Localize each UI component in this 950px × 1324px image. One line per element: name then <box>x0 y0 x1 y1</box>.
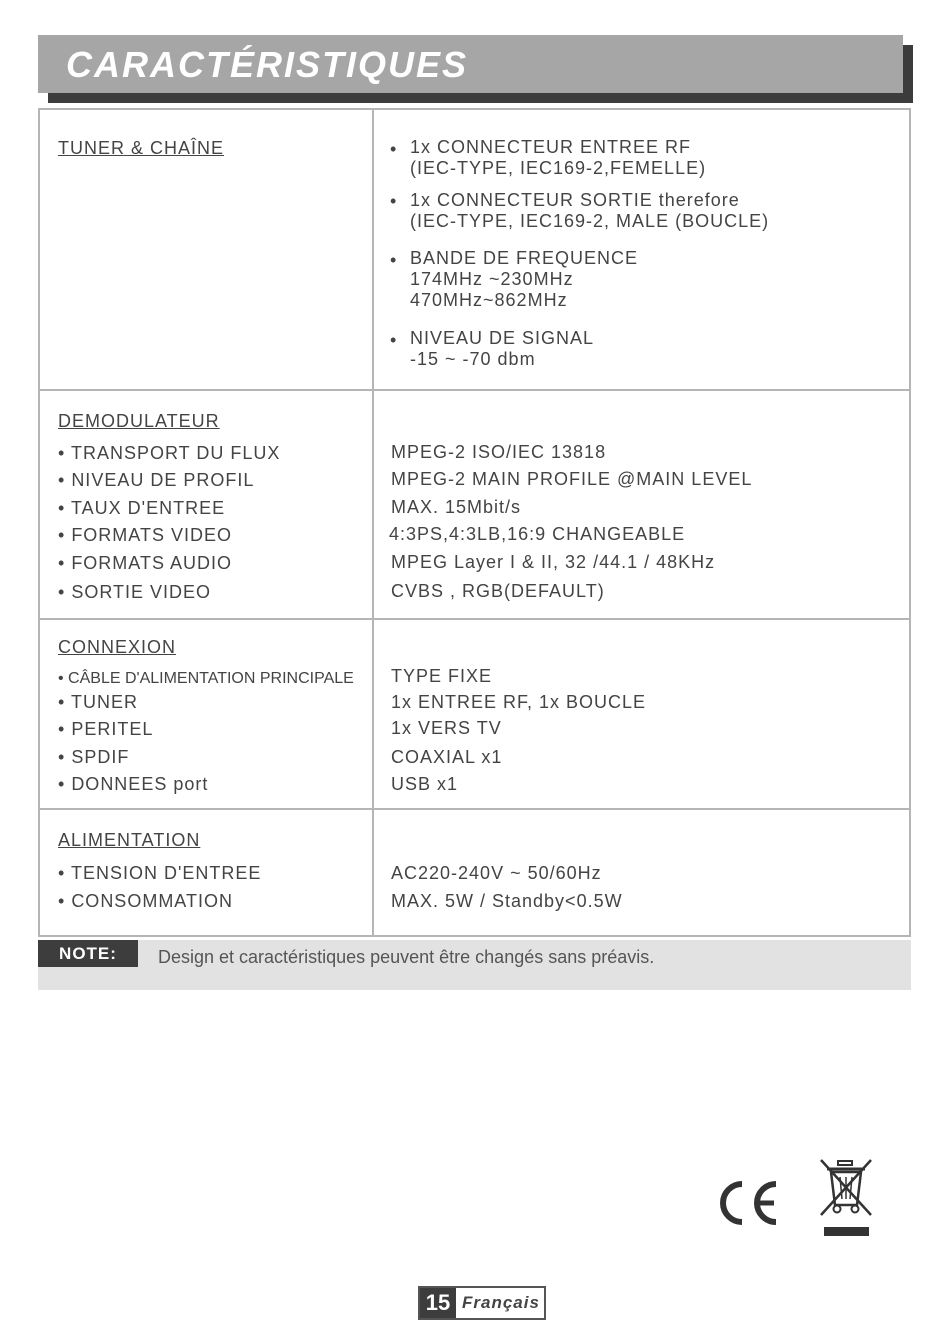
tuner-item-line: 1x CONNECTEUR SORTIE therefore <box>410 190 740 210</box>
connexion-label: • SPDIF <box>58 747 130 767</box>
tuner-item-line: (IEC-TYPE, IEC169-2,FEMELLE) <box>410 158 707 178</box>
demod-label: • TRANSPORT DU FLUX <box>58 443 281 463</box>
note-text: Design et caractéristiques peuvent être changés sans préavis. <box>158 947 655 967</box>
page-footer <box>418 1286 546 1320</box>
power-label: • TENSION D'ENTREE <box>58 863 262 883</box>
tuner-item-line: (IEC-TYPE, IEC169-2, MALE (BOUCLE) <box>410 211 770 231</box>
connexion-value: 1x VERS TV <box>391 718 502 738</box>
page-title: CARACTÉRISTIQUES <box>66 44 469 85</box>
demod-value: 4:3PS,4:3LB,16:9 CHANGEABLE <box>389 524 686 544</box>
section-heading-connexion: CONNEXION <box>58 637 177 657</box>
demod-label: • NIVEAU DE PROFIL <box>58 470 255 490</box>
tuner-item-line: -15 ~ -70 dbm <box>410 349 536 369</box>
ce-mark-icon <box>712 1178 782 1228</box>
connexion-value: TYPE FIXE <box>391 666 493 686</box>
connexion-value: 1x ENTREE RF, 1x BOUCLE <box>391 692 647 712</box>
power-label: • CONSOMMATION <box>58 891 233 911</box>
power-value: MAX. 5W / Standby<0.5W <box>391 891 623 911</box>
bullet: • <box>390 330 397 350</box>
row-divider <box>40 389 909 391</box>
connexion-label: • CÂBLE D'ALIMENTATION PRINCIPALE <box>58 670 354 687</box>
bullet: • <box>390 191 397 211</box>
page-number: 15 <box>420 1288 456 1318</box>
row-divider <box>40 618 909 620</box>
row-divider <box>40 808 909 810</box>
demod-value: CVBS , RGB(DEFAULT) <box>391 581 605 601</box>
note-label: NOTE: <box>38 940 138 967</box>
tuner-item-line: BANDE DE FREQUENCE <box>410 248 639 268</box>
demod-value: MPEG-2 MAIN PROFILE @MAIN LEVEL <box>391 469 753 489</box>
demod-label: • TAUX D'ENTREE <box>58 498 226 518</box>
tuner-item-line: NIVEAU DE SIGNAL <box>410 328 595 348</box>
section-heading-alimentation: ALIMENTATION <box>58 830 201 850</box>
demod-label: • FORMATS AUDIO <box>58 553 232 573</box>
connexion-label: • TUNER <box>58 692 138 712</box>
connexion-label: • PERITEL <box>58 719 154 739</box>
section-heading-tuner: TUNER & CHAÎNE <box>58 138 225 158</box>
page-language: Français <box>462 1293 540 1312</box>
header-bar <box>38 35 903 93</box>
tuner-item-line: 174MHz ~230MHz <box>410 269 574 289</box>
spec-table <box>38 108 911 937</box>
section-heading-demodulateur: DEMODULATEUR <box>58 411 220 431</box>
bullet: • <box>390 250 397 270</box>
tuner-item-line: 1x CONNECTEUR ENTREE RF <box>410 137 692 157</box>
demod-value: MPEG Layer I & II, 32 /44.1 / 48KHz <box>391 552 716 572</box>
note-bar <box>38 940 911 990</box>
tuner-item-line: 470MHz~862MHz <box>410 290 568 310</box>
demod-value: MPEG-2 ISO/IEC 13818 <box>391 442 607 462</box>
crossed-out-wheelie-bin-icon <box>818 1157 876 1239</box>
demod-label: • SORTIE VIDEO <box>58 582 212 602</box>
connexion-value: USB x1 <box>391 774 459 794</box>
connexion-label: • DONNEES port <box>58 774 209 794</box>
power-value: AC220-240V ~ 50/60Hz <box>391 863 602 883</box>
column-divider <box>372 110 374 935</box>
demod-label: • FORMATS VIDEO <box>58 525 232 545</box>
bullet: • <box>390 139 397 159</box>
connexion-value: COAXIAL x1 <box>391 747 503 767</box>
demod-value: MAX. 15Mbit/s <box>391 497 522 517</box>
